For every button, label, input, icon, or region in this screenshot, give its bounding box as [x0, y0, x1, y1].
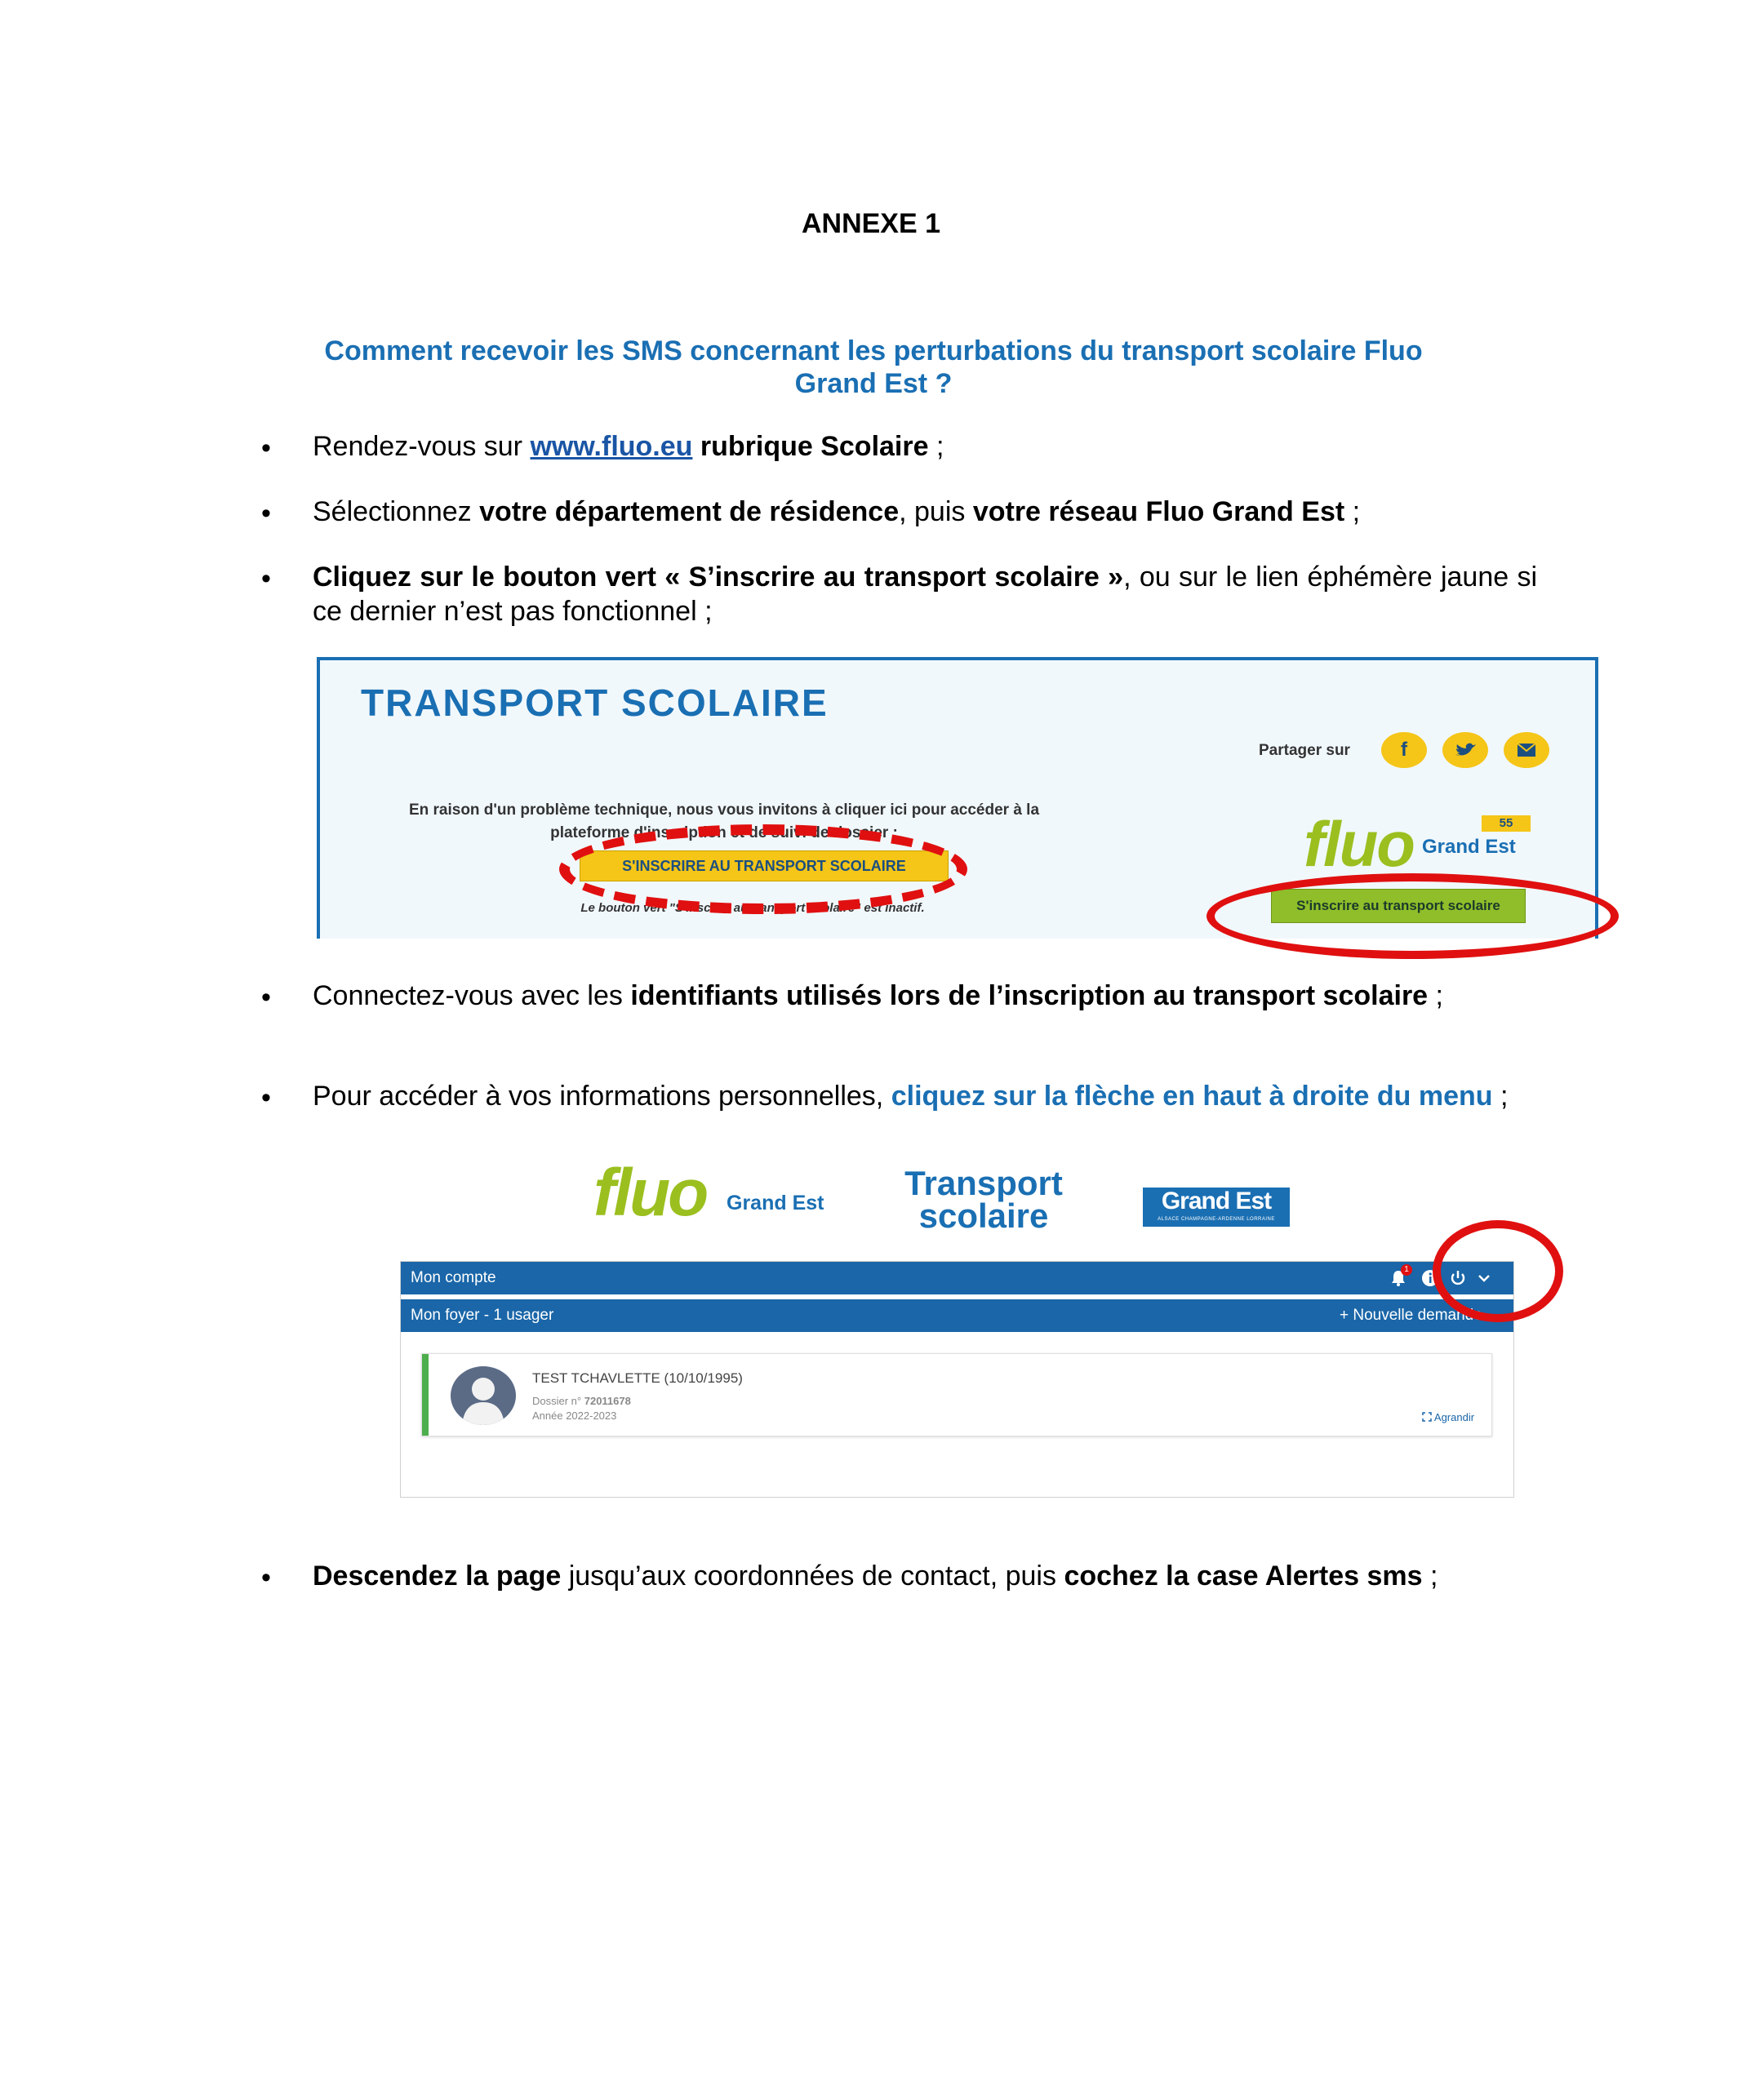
- dossier-number: [532, 1395, 631, 1407]
- fluo-logo-wordmark-2: fluo: [593, 1156, 707, 1230]
- person-silhouette-icon: [451, 1366, 516, 1425]
- step-5-text: Pour accéder à vos informations personnelles,: [313, 1081, 891, 1112]
- step-6-end: ;: [1422, 1561, 1438, 1592]
- step-2-puis: , puis: [899, 496, 973, 527]
- transport-scolaire-logo: [882, 1164, 1086, 1235]
- bullet-2: •: [261, 498, 271, 529]
- step-2-end: ;: [1344, 496, 1361, 527]
- transport-logo-line-2: scolaire: [918, 1197, 1049, 1235]
- heading-line-2: Grand Est ?: [794, 368, 953, 399]
- heading-line-1: Comment recevoir les SMS concernant les perturbations du transport scolaire Fluo: [324, 335, 1423, 366]
- step-6: [313, 1559, 1537, 1593]
- bullet-1: •: [261, 433, 271, 464]
- step-4-text: Connectez-vous avec les: [313, 980, 631, 1011]
- step-1-end: ;: [928, 431, 944, 462]
- envelope-icon: [1504, 732, 1549, 768]
- school-year: Année 2022-2023: [532, 1410, 617, 1422]
- step-5-end: ;: [1492, 1081, 1509, 1112]
- grand-est-region-logo: [1143, 1188, 1290, 1227]
- step-6-text: jusqu’aux coordonnées de contact, puis: [561, 1561, 1064, 1592]
- mon-compte-label: Mon compte: [411, 1269, 496, 1286]
- avatar: [451, 1366, 516, 1425]
- facebook-share-button[interactable]: f: [1381, 732, 1427, 768]
- step-2-text: Sélectionnez: [313, 496, 480, 527]
- agrandir-label: Agrandir: [1433, 1411, 1475, 1423]
- step-2: [313, 495, 1537, 529]
- step-1: [313, 429, 1537, 464]
- email-share-button[interactable]: [1504, 732, 1549, 768]
- menu-arrow-highlight: [1433, 1220, 1563, 1322]
- inactive-note: Le bouton vert "S'inscrire au transport scolaire" est inactif.: [580, 901, 925, 915]
- grand-est-logo-subtitle: ALSACE CHAMPAGNE-ARDENNE LORRAINE: [1158, 1217, 1275, 1222]
- mon-compte-screenshot: [400, 1261, 1514, 1498]
- annex-title: ANNEXE 1: [801, 208, 941, 239]
- bullet-3: •: [261, 563, 271, 594]
- twitter-share-button[interactable]: [1442, 732, 1488, 768]
- fluo-logo-wordmark: fluo: [1304, 808, 1414, 880]
- notification-badge: 1: [1401, 1264, 1412, 1276]
- step-4-end: ;: [1428, 980, 1443, 1011]
- fluo-logo-grandest: Grand Est: [1422, 836, 1516, 858]
- fluo-logo-grandest-2: Grand Est: [727, 1192, 824, 1214]
- fluo-link[interactable]: www.fluo.eu: [530, 431, 693, 462]
- step-2-reseau: votre réseau Fluo Grand Est: [972, 496, 1345, 527]
- page-heading: [229, 335, 1518, 400]
- dossier-label: Dossier n°: [532, 1395, 582, 1407]
- agrandir-link[interactable]: [1422, 1411, 1474, 1423]
- technical-notice: En raison d'un problème technique, nous vous invitons à cliquer ici pour accéder à la plateforme d'inscription et de suivi de dossier :: [408, 801, 1040, 841]
- green-inscription-button[interactable]: S'inscrire au transport scolaire: [1271, 889, 1526, 923]
- grand-est-logo-text: Grand Est: [1161, 1188, 1272, 1214]
- mon-compte-bar: [401, 1262, 1513, 1294]
- bullet-4: •: [261, 982, 271, 1013]
- step-6-descendez: Descendez la page: [313, 1561, 562, 1592]
- expand-icon: [1422, 1412, 1432, 1422]
- transport-logo-line-1: Transport: [904, 1164, 1063, 1202]
- yellow-inscription-link-button[interactable]: S'INSCRIRE AU TRANSPORT SCOLAIRE: [580, 850, 949, 881]
- green-button-highlight: [1207, 873, 1619, 959]
- dossier-value: 72011678: [584, 1395, 631, 1407]
- step-5: [313, 1079, 1537, 1113]
- step-5-arrow-instruction: cliquez sur la flèche en haut à droite du menu: [891, 1081, 1493, 1112]
- mon-foyer-bar: [401, 1299, 1513, 1332]
- bullet-5: •: [261, 1082, 271, 1113]
- step-3: [313, 560, 1537, 628]
- step-3-rest: , ou sur le lien éphémère jaune si ce dernier n’est pas fonctionnel ;: [313, 562, 1538, 627]
- mon-foyer-label: Mon foyer - 1 usager: [411, 1307, 554, 1324]
- share-label: Partager sur: [1259, 742, 1350, 759]
- step-4-identifiants: identifiants utilisés lors de l’inscription au transport scolaire: [630, 980, 1429, 1011]
- yellow-button-highlight: [559, 824, 967, 914]
- usager-name: TEST TCHAVLETTE (10/10/1995): [532, 1370, 743, 1386]
- nouvelle-demande-button[interactable]: + Nouvelle demande: [1340, 1307, 1482, 1324]
- step-3-green-button: Cliquez sur le bouton vert « S’inscrire au transport scolaire »: [313, 562, 1124, 593]
- card-status-bar: [422, 1354, 429, 1436]
- transport-scolaire-title: TRANSPORT SCOLAIRE: [361, 682, 829, 724]
- bullet-6: •: [261, 1562, 271, 1593]
- step-1-rubrique: rubrique Scolaire: [692, 431, 929, 462]
- step-2-departement: votre département de résidence: [479, 496, 900, 527]
- fluo-department-badge: 55: [1482, 815, 1531, 832]
- step-4: [313, 979, 1537, 1013]
- usager-card[interactable]: [421, 1353, 1492, 1436]
- twitter-bird-icon: [1442, 732, 1488, 768]
- step-1-text: Rendez-vous sur: [313, 431, 531, 462]
- step-6-alertes-sms: cochez la case Alertes sms: [1064, 1561, 1423, 1592]
